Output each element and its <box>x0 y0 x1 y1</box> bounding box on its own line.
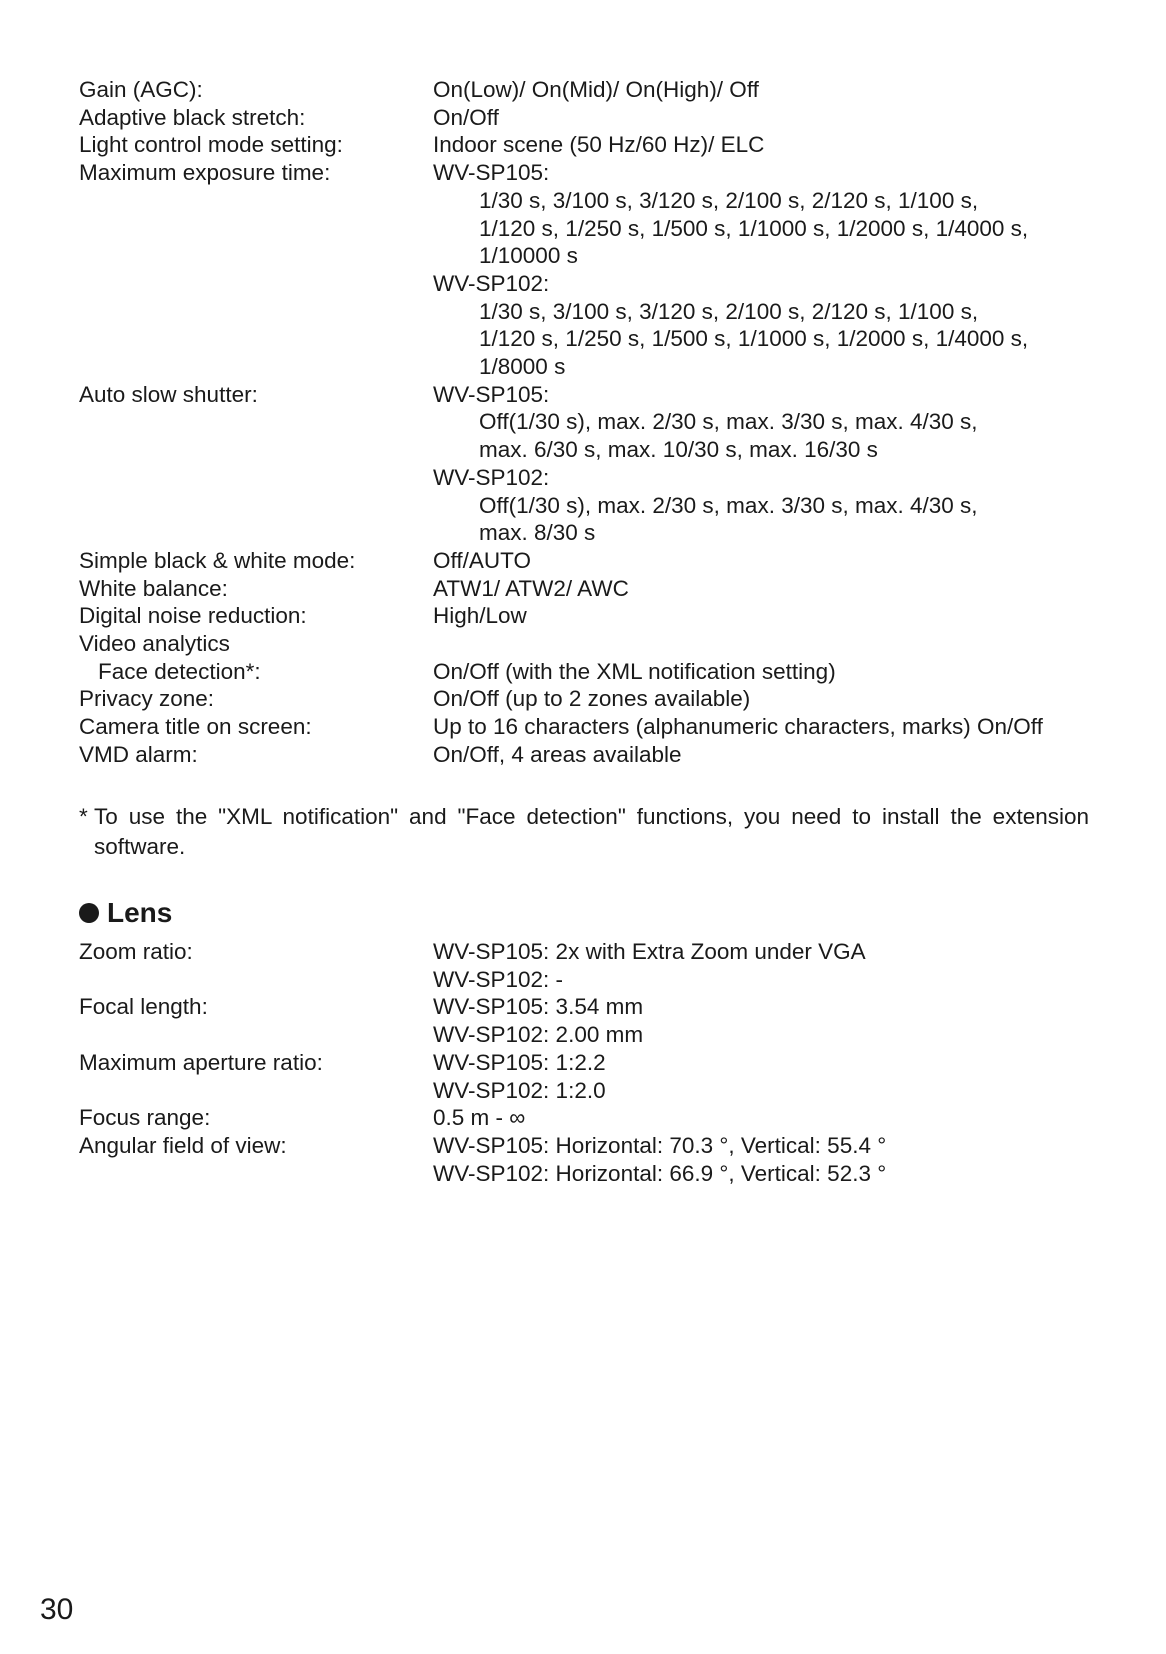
spec-row <box>79 741 1089 769</box>
spec-label: Simple black & white mode: <box>79 547 356 573</box>
spec-row <box>79 519 1089 547</box>
spec-label: Focus range: <box>79 1105 211 1131</box>
spec-row <box>79 131 1089 159</box>
spec-row <box>79 575 1089 603</box>
spec-value: Off(1/30 s), max. 2/30 s, max. 3/30 s, max. 4/30 s, <box>479 409 978 435</box>
spec-row <box>79 104 1089 132</box>
spec-row <box>79 685 1089 713</box>
lens-heading-text: Lens <box>107 897 173 928</box>
lens-spec-list <box>79 938 1089 1187</box>
spec-value: WV-SP102: <box>433 464 550 490</box>
spec-row <box>79 492 1089 520</box>
spec-label <box>79 1160 433 1188</box>
spec-label: Maximum aperture ratio: <box>79 1049 323 1075</box>
spec-row <box>79 1021 1089 1049</box>
spec-value: On(Low)/ On(Mid)/ On(High)/ Off <box>433 77 759 102</box>
page-number: 30 <box>40 1593 74 1626</box>
spec-row <box>79 270 1089 298</box>
spec-label <box>79 298 433 326</box>
spec-value: High/Low <box>433 603 527 629</box>
spec-row <box>79 353 1089 381</box>
spec-value: max. 8/30 s <box>479 520 596 546</box>
spec-label: Maximum exposure time: <box>79 160 331 186</box>
spec-value: On/Off, 4 areas available <box>433 741 682 767</box>
spec-value: WV-SP105: Horizontal: 70.3 °, Vertical: 55.4 ° <box>433 1132 887 1158</box>
spec-label: Adaptive black stretch: <box>79 104 306 130</box>
spec-label <box>79 215 433 243</box>
spec-value: WV-SP102: - <box>433 966 564 992</box>
spec-value: WV-SP105: 3.54 mm <box>433 994 644 1020</box>
spec-value: WV-SP105: <box>433 381 550 407</box>
spec-row <box>79 993 1089 1021</box>
spec-row <box>79 76 1089 104</box>
spec-label: Video analytics <box>79 631 230 657</box>
spec-value: 1/120 s, 1/250 s, 1/500 s, 1/1000 s, 1/2000 s, 1/4000 s, <box>479 215 1029 241</box>
spec-value: WV-SP102: 2.00 mm <box>433 1022 644 1048</box>
spec-value: WV-SP105: 2x with Extra Zoom under VGA <box>433 939 866 964</box>
footnote <box>79 802 1089 862</box>
spec-row <box>79 658 1089 686</box>
spec-label: VMD alarm: <box>79 741 198 767</box>
spec-row <box>79 938 1089 966</box>
spec-row <box>79 1049 1089 1077</box>
spec-label: Face detection*: <box>98 658 261 684</box>
spec-label: Gain (AGC): <box>79 77 203 102</box>
spec-value: WV-SP102: <box>433 270 550 296</box>
spec-row <box>79 1104 1089 1132</box>
spec-label: Auto slow shutter: <box>79 381 258 407</box>
spec-row <box>79 381 1089 409</box>
spec-value: On/Off (with the XML notification setting) <box>433 658 836 684</box>
spec-label <box>79 492 433 520</box>
spec-label: Privacy zone: <box>79 686 215 712</box>
spec-label: Light control mode setting: <box>79 132 343 158</box>
spec-value: On/Off (up to 2 zones available) <box>433 686 751 712</box>
camera-spec-list <box>79 76 1089 769</box>
spec-label <box>79 242 433 270</box>
spec-label <box>79 966 433 994</box>
spec-row <box>79 187 1089 215</box>
spec-row <box>79 159 1089 187</box>
spec-value: max. 6/30 s, max. 10/30 s, max. 16/30 s <box>479 437 878 463</box>
spec-value: 1/30 s, 3/100 s, 3/120 s, 2/100 s, 2/120 s, 1/100 s, <box>479 298 979 324</box>
spec-label <box>79 353 433 381</box>
spec-row <box>79 1160 1089 1188</box>
spec-row <box>79 966 1089 994</box>
spec-value: Off/AUTO <box>433 547 531 573</box>
spec-label <box>79 519 433 547</box>
lens-section-heading <box>79 896 172 930</box>
spec-value: Indoor scene (50 Hz/60 Hz)/ ELC <box>433 132 765 158</box>
spec-row <box>79 464 1089 492</box>
spec-value: WV-SP102: Horizontal: 66.9 °, Vertical: 52.3 ° <box>433 1160 887 1186</box>
spec-row <box>79 325 1089 353</box>
spec-label <box>79 1077 433 1105</box>
spec-row <box>79 436 1089 464</box>
spec-label <box>79 187 433 215</box>
spec-row <box>79 547 1089 575</box>
spec-value: 1/30 s, 3/100 s, 3/120 s, 2/100 s, 2/120 s, 1/100 s, <box>479 187 979 213</box>
spec-row <box>79 242 1089 270</box>
spec-value: WV-SP105: 1:2.2 <box>433 1049 606 1075</box>
footnote-marker: * <box>79 804 88 829</box>
spec-row <box>79 1132 1089 1160</box>
spec-value: 0.5 m - ∞ <box>433 1105 526 1131</box>
spec-row <box>79 408 1089 436</box>
spec-label <box>79 436 433 464</box>
spec-value: Off(1/30 s), max. 2/30 s, max. 3/30 s, max. 4/30 s, <box>479 492 978 518</box>
spec-row <box>79 602 1089 630</box>
spec-value: On/Off <box>433 104 499 130</box>
spec-label <box>79 325 433 353</box>
spec-label: Angular field of view: <box>79 1132 287 1158</box>
spec-label: White balance: <box>79 575 228 601</box>
spec-label: Digital noise reduction: <box>79 603 307 629</box>
spec-label <box>79 464 433 492</box>
spec-label <box>79 408 433 436</box>
spec-row <box>79 298 1089 326</box>
spec-label: Zoom ratio: <box>79 939 193 964</box>
spec-value: 1/120 s, 1/250 s, 1/500 s, 1/1000 s, 1/2000 s, 1/4000 s, <box>479 326 1029 352</box>
spec-row <box>79 713 1089 741</box>
bullet-icon <box>79 903 99 923</box>
spec-row <box>79 215 1089 243</box>
spec-value: Up to 16 characters (alphanumeric characters, marks) On/Off <box>433 714 1043 740</box>
spec-row <box>79 1077 1089 1105</box>
spec-value <box>433 630 1089 658</box>
spec-row <box>79 630 1089 658</box>
spec-value: WV-SP105: <box>433 160 550 186</box>
spec-value: 1/8000 s <box>479 354 566 380</box>
spec-value: 1/10000 s <box>479 243 578 269</box>
spec-value: WV-SP102: 1:2.0 <box>433 1077 606 1103</box>
spec-label <box>79 1021 433 1049</box>
footnote-text: To use the "XML notification" and "Face detection" functions, you need to install the extension software. <box>94 804 1089 859</box>
spec-value: ATW1/ ATW2/ AWC <box>433 575 629 601</box>
spec-label: Focal length: <box>79 994 208 1020</box>
spec-label <box>79 270 433 298</box>
spec-label: Camera title on screen: <box>79 714 312 740</box>
